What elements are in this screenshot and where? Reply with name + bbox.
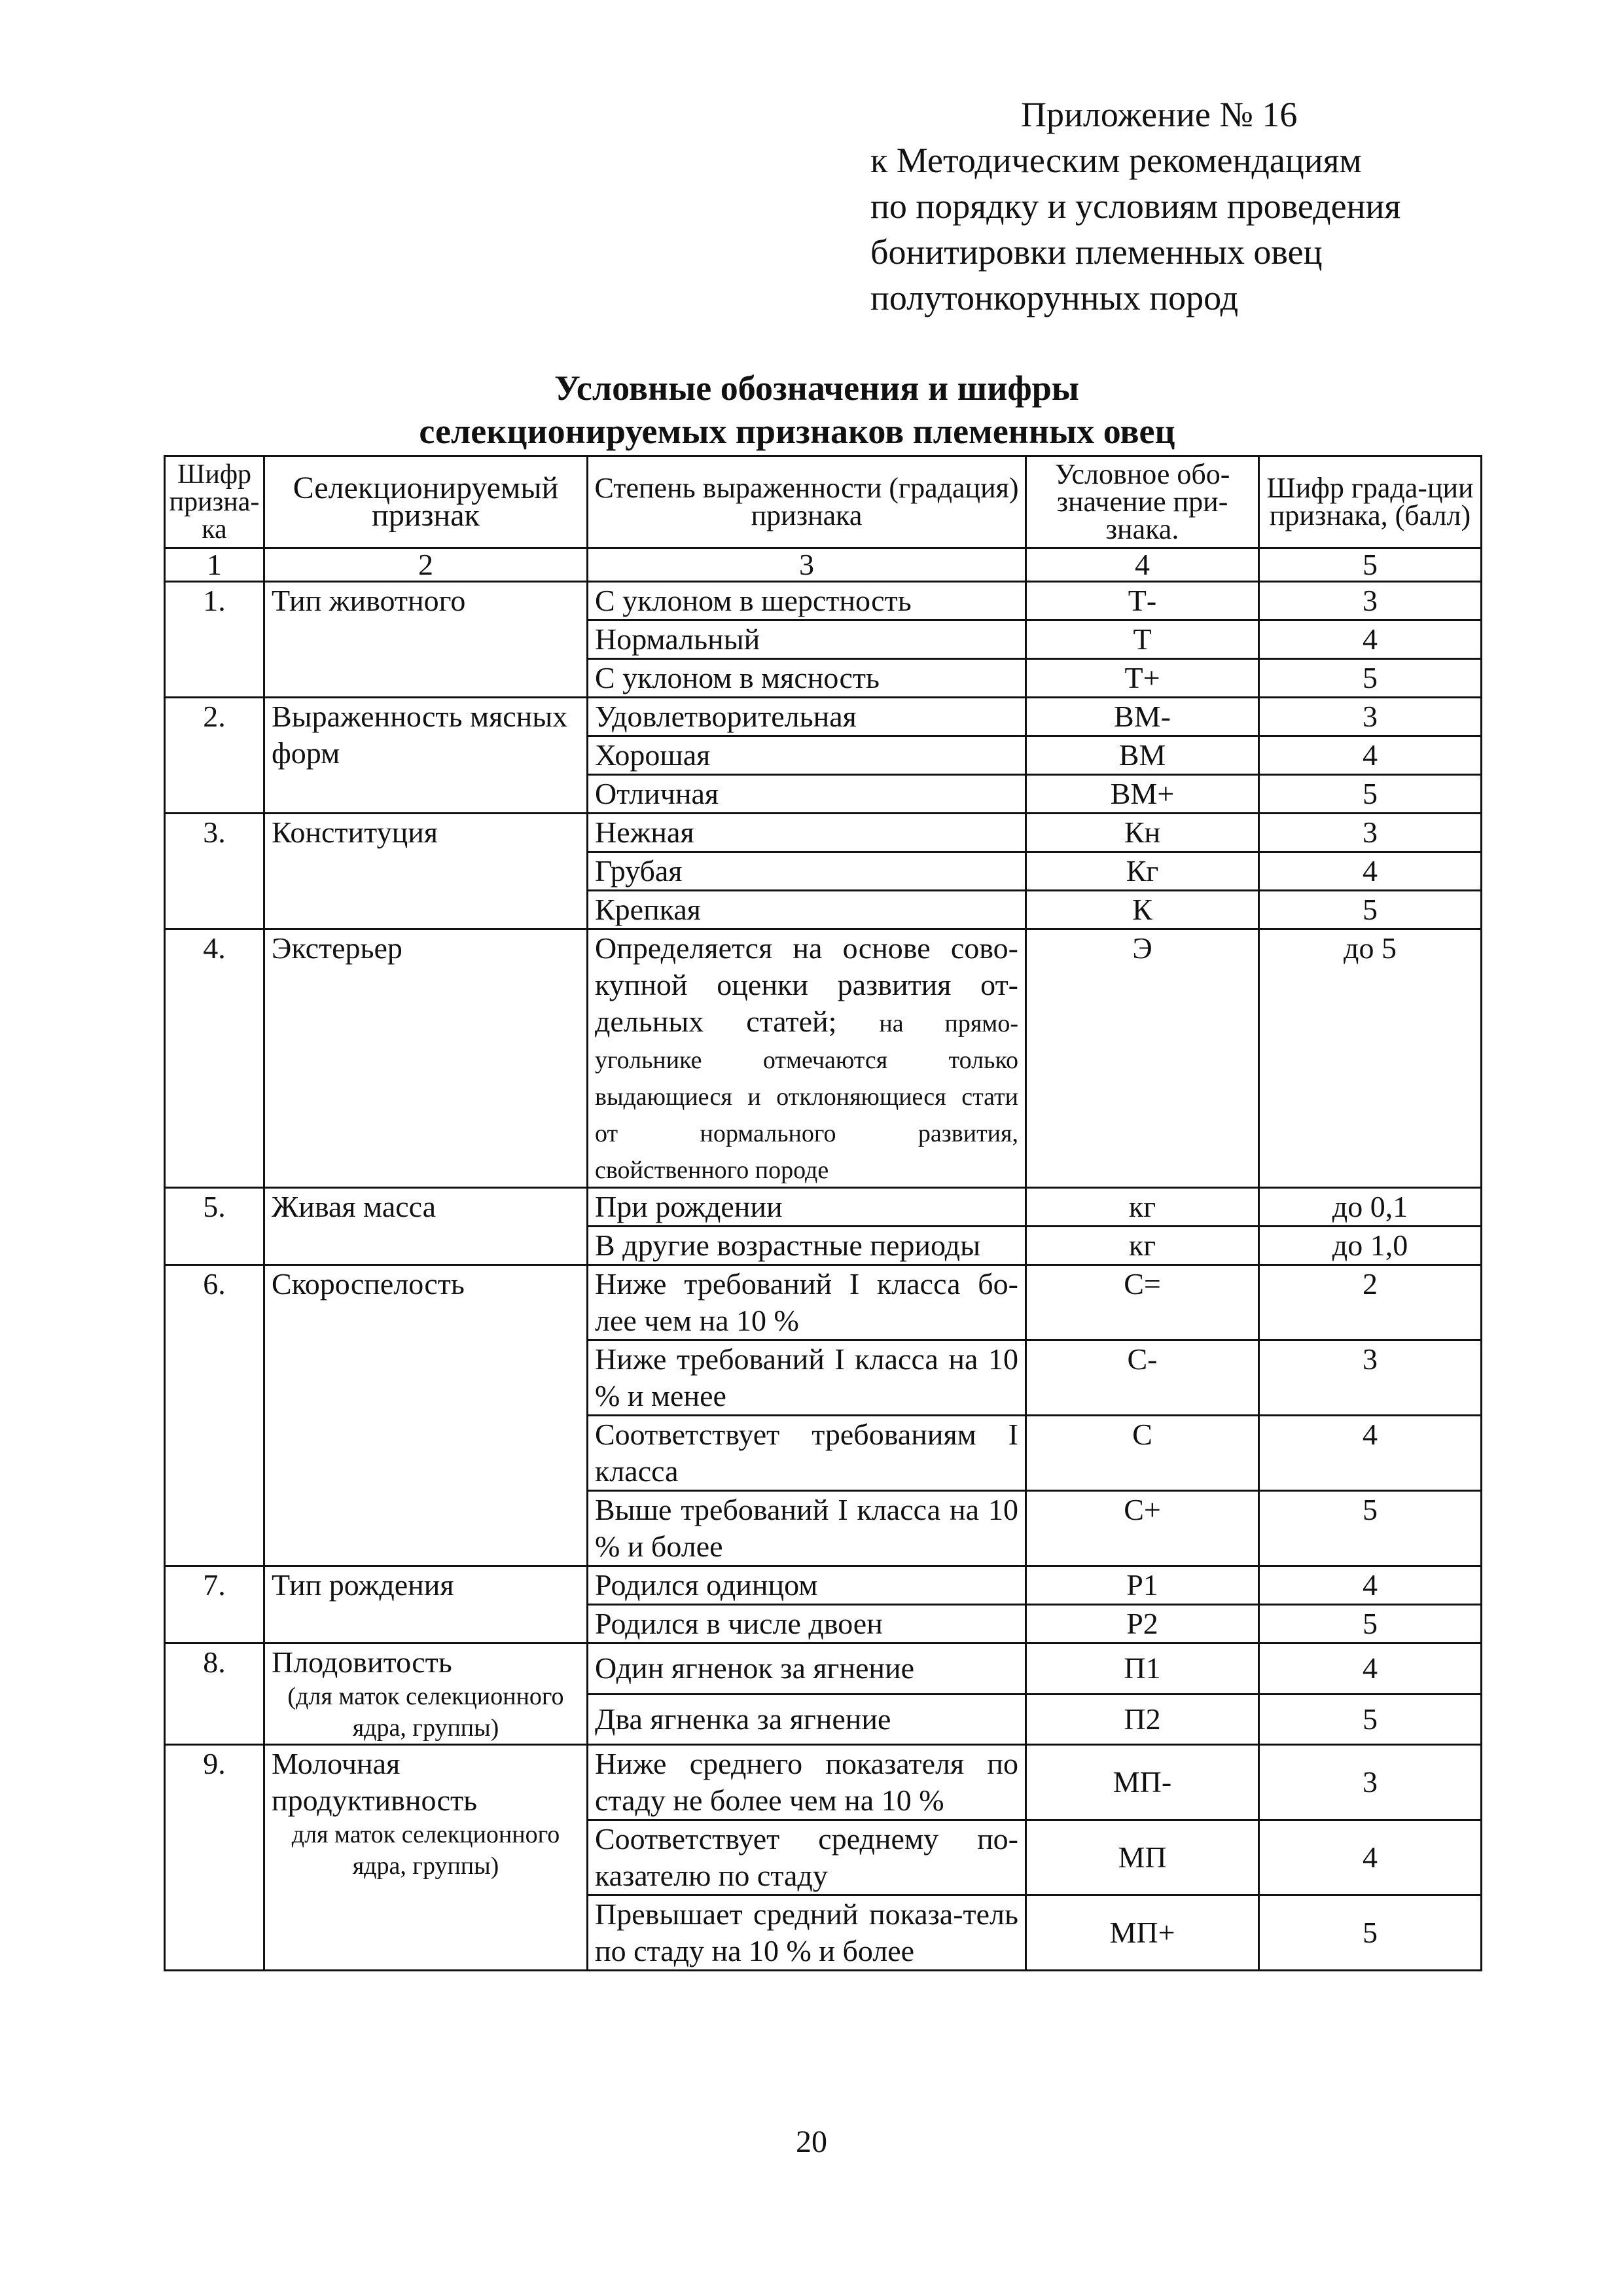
score-cell: до 0,1 [1259, 1188, 1482, 1227]
trait-name: Конституция [272, 816, 438, 849]
table-row [165, 1188, 1482, 1227]
trait-code: 9. [165, 1745, 264, 1971]
trait-code: 2. [165, 698, 264, 814]
table-header-row [165, 456, 1482, 548]
symbol-cell: П1 [1026, 1643, 1259, 1695]
trait-name: Плодовитость [272, 1645, 452, 1679]
score-cell: 4 [1259, 1566, 1482, 1605]
table-index-row [165, 548, 1482, 582]
appendix-line: к Методическим рекомендациям [870, 141, 1362, 180]
score-cell: до 5 [1259, 929, 1482, 1188]
degree-text: Один ягненок за ягнение [595, 1651, 915, 1685]
degree-text: Родился одинцом [595, 1568, 818, 1602]
degree-text: Хорошая [595, 738, 711, 772]
score-cell: 5 [1259, 891, 1482, 929]
appendix-number: Приложение № 16 [1021, 95, 1298, 134]
degree-cell [588, 1265, 1026, 1340]
table-row [165, 1643, 1482, 1695]
trait-name-cell [264, 1265, 588, 1566]
degree-text: Грубая [595, 854, 683, 888]
table-row [165, 1566, 1482, 1605]
score-cell: 4 [1259, 852, 1482, 891]
degree-text: Нормальный [595, 622, 760, 656]
symbol-cell: С- [1026, 1340, 1259, 1416]
index-cell: 4 [1026, 548, 1259, 582]
symbol-cell: МП [1026, 1820, 1259, 1895]
symbol-cell: кг [1026, 1227, 1259, 1265]
symbol-cell: Р1 [1026, 1566, 1259, 1605]
score-cell: 5 [1259, 659, 1482, 698]
trait-code: 1. [165, 582, 264, 698]
symbol-cell: Т [1026, 620, 1259, 659]
score-cell: 3 [1259, 1340, 1482, 1416]
degree-cell [588, 698, 1026, 736]
degree-cell [588, 1820, 1026, 1895]
degree-text: Удовлетворительная [595, 700, 857, 733]
degree-cell [588, 1416, 1026, 1491]
score-cell: 4 [1259, 620, 1482, 659]
trait-code: 5. [165, 1188, 264, 1265]
score-cell: 4 [1259, 736, 1482, 775]
degree-cell [588, 814, 1026, 852]
degree-cell [588, 1745, 1026, 1820]
score-cell: 3 [1259, 582, 1482, 620]
symbol-cell: К [1026, 891, 1259, 929]
table-row [165, 1265, 1482, 1340]
degree-cell [588, 1566, 1026, 1605]
symbol-cell: Э [1026, 929, 1259, 1188]
score-cell: 5 [1259, 1694, 1482, 1745]
symbol-cell: кг [1026, 1188, 1259, 1227]
table-row [165, 814, 1482, 852]
symbol-cell: МП+ [1026, 1895, 1259, 1971]
score-cell: 4 [1259, 1416, 1482, 1491]
trait-name-cell [264, 1643, 588, 1745]
degree-cell [588, 582, 1026, 620]
trait-name-cell [264, 929, 588, 1188]
degree-cell [588, 1694, 1026, 1745]
degree-text: Соответствует среднему по-казателю по стаду [595, 1822, 1018, 1892]
degree-text: Определяется на основе сово-купной оценки развития от-дельных статей; [595, 931, 1018, 1038]
score-cell: 5 [1259, 1895, 1482, 1971]
index-cell: 3 [588, 548, 1026, 582]
score-cell: 5 [1259, 775, 1482, 814]
appendix-line: по порядку и условиям проведения [870, 187, 1401, 226]
appendix-line: бонитировки племенных овец [870, 232, 1323, 272]
header-symbol: Условное обо-значение при-знака. [1026, 456, 1259, 548]
degree-cell [588, 775, 1026, 814]
traits-table [164, 455, 1482, 1971]
degree-cell [588, 659, 1026, 698]
title-line-2: селекционируемых признаков племенных овец [419, 412, 1175, 451]
degree-cell [588, 1491, 1026, 1566]
score-cell: 5 [1259, 1605, 1482, 1643]
score-cell: 4 [1259, 1643, 1482, 1695]
degree-cell [588, 1643, 1026, 1695]
document-title [162, 367, 1471, 453]
page-number: 20 [796, 2125, 827, 2159]
score-cell: 3 [1259, 1745, 1482, 1820]
degree-text: С уклоном в мясность [595, 661, 880, 694]
symbol-cell: Т- [1026, 582, 1259, 620]
index-cell: 2 [264, 548, 588, 582]
trait-name: Живая масса [272, 1190, 437, 1223]
trait-note: для маток селекционного ядра, группы) [291, 1821, 560, 1880]
trait-name: Скороспелость [272, 1267, 465, 1300]
degree-text: Два ягненка за ягнение [595, 1702, 891, 1736]
trait-name: Тип рождения [272, 1568, 454, 1602]
degree-text: Нежная [595, 816, 694, 849]
degree-text: Крепкая [595, 893, 701, 926]
trait-name-cell [264, 698, 588, 814]
table-row [165, 1745, 1482, 1820]
trait-note: (для маток селекционного ядра, группы) [287, 1683, 564, 1742]
trait-name-cell [264, 582, 588, 698]
degree-cell [588, 736, 1026, 775]
appendix-line: полутонкорунных пород [870, 278, 1239, 317]
degree-text: Ниже среднего показателя по стаду не более чем на 10 % [595, 1747, 1018, 1817]
degree-cell [588, 620, 1026, 659]
degree-cell [588, 1895, 1026, 1971]
trait-name-cell [264, 1188, 588, 1265]
degree-text: Ниже требований I класса бо-лее чем на 10 % [595, 1267, 1018, 1337]
header-score: Шифр града-ции признака, (балл) [1259, 456, 1482, 548]
index-cell: 5 [1259, 548, 1482, 582]
score-cell: до 1,0 [1259, 1227, 1482, 1265]
trait-code: 4. [165, 929, 264, 1188]
symbol-cell: ВМ [1026, 736, 1259, 775]
symbol-cell: Кг [1026, 852, 1259, 891]
trait-code: 3. [165, 814, 264, 929]
trait-name-cell [264, 814, 588, 929]
score-cell: 3 [1259, 814, 1482, 852]
appendix-header [870, 92, 1590, 321]
score-cell: 3 [1259, 698, 1482, 736]
score-cell: 4 [1259, 1820, 1482, 1895]
trait-name: Экстерьер [272, 931, 402, 965]
trait-name-cell [264, 1745, 588, 1971]
symbol-cell: ВМ- [1026, 698, 1259, 736]
index-cell: 1 [165, 548, 264, 582]
symbol-cell: МП- [1026, 1745, 1259, 1820]
header-degree: Степень выраженности (градация) признака [588, 456, 1026, 548]
trait-name: Выраженность мясных форм [272, 700, 568, 770]
score-cell: 5 [1259, 1491, 1482, 1566]
trait-code: 7. [165, 1566, 264, 1643]
degree-text: Отличная [595, 777, 719, 810]
degree-text: При рождении [595, 1190, 783, 1223]
table-row [165, 582, 1482, 620]
symbol-cell: Т+ [1026, 659, 1259, 698]
symbol-cell: Кн [1026, 814, 1259, 852]
trait-code: 6. [165, 1265, 264, 1566]
degree-cell [588, 891, 1026, 929]
degree-text: Родился в числе двоен [595, 1607, 883, 1640]
degree-cell [588, 852, 1026, 891]
symbol-cell: С [1026, 1416, 1259, 1491]
degree-cell [588, 1227, 1026, 1265]
symbol-cell: С+ [1026, 1491, 1259, 1566]
symbol-cell: П2 [1026, 1694, 1259, 1745]
traits-table-body [165, 456, 1482, 1971]
degree-text-small: на прямо-угольнике отмечаются только выдающиеся и отклоняющиеся стати от нормального развития, свойственного породе [595, 1010, 1018, 1184]
degree-text: В другие возрастные периоды [595, 1229, 980, 1262]
degree-cell [588, 1188, 1026, 1227]
degree-cell [588, 1605, 1026, 1643]
trait-name-cell [264, 1566, 588, 1643]
degree-text: Ниже требований I класса на 10 % и менее [595, 1342, 1018, 1412]
trait-name: Молочная продуктивность [272, 1747, 478, 1817]
score-cell: 2 [1259, 1265, 1482, 1340]
symbol-cell: Р2 [1026, 1605, 1259, 1643]
degree-text: Превышает средний показа-тель по стаду на 10 % и более [595, 1897, 1018, 1967]
table-row [165, 698, 1482, 736]
title-line-1: Условные обозначения и шифры [554, 368, 1079, 408]
degree-cell [588, 929, 1026, 1188]
symbol-cell: ВМ+ [1026, 775, 1259, 814]
table-row [165, 929, 1482, 1188]
symbol-cell: С= [1026, 1265, 1259, 1340]
degree-text: Выше требований I класса на 10 % и более [595, 1493, 1018, 1563]
degree-cell [588, 1340, 1026, 1416]
trait-code: 8. [165, 1643, 264, 1745]
header-trait: Селекционируемый признак [264, 456, 588, 548]
degree-text: Соответствует требованиям I класса [595, 1418, 1018, 1488]
header-code: Шифр призна-ка [165, 456, 264, 548]
degree-text: С уклоном в шерстность [595, 584, 912, 617]
trait-name: Тип животного [272, 584, 466, 617]
